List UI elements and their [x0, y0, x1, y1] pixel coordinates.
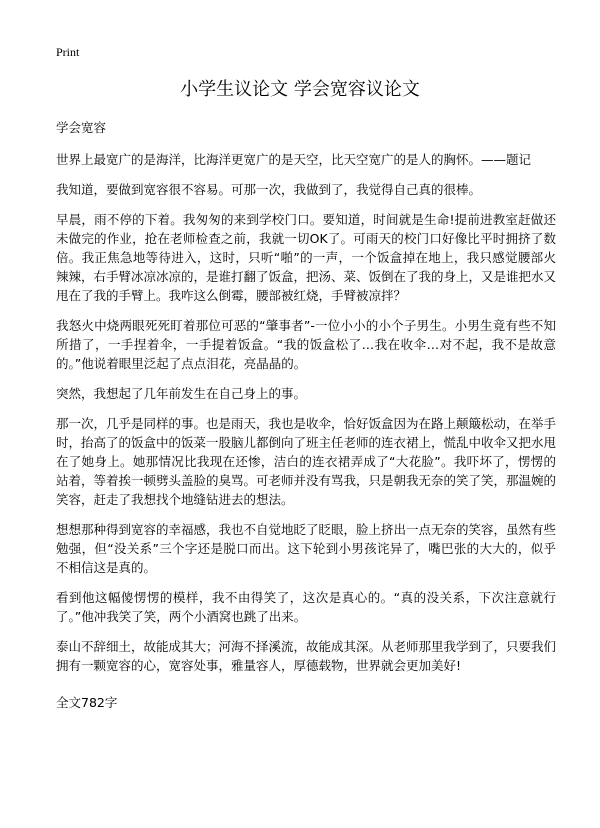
- paragraph-5: 突然，我想起了几年前发生在自己身上的事。: [56, 386, 307, 401]
- paragraph-8: 看到他这幅傻愣愣的模样，我不由得笑了，这次是真心的。“真的没关系，下次注意就行了。”他冲我笑了笑，两个小酒窝也跳了出来。: [56, 590, 556, 624]
- paragraph-9: 泰山不辞细土，故能成其大；河海不择溪流，故能成其深。从老师那里我学到了，只要我们拥有一颗宽容的心，宽容处事，雅量容人，厚德载物，世界就会更加美好!: [56, 639, 557, 673]
- paragraph-epigraph: 世界上最宽广的是海洋，比海洋更宽广的是天空，比天空宽广的是人的胸怀。——题记: [56, 152, 532, 167]
- word-count: 全文782字: [56, 695, 118, 710]
- paragraph-6: 那一次，几乎是同样的事。也是雨天，我也是收伞，恰好饭盒因为在路上颠簸松动，在举手时，抬高了的饭盒中的饭菜一股脑儿都倒向了班主任老师的连衣裙上，慌乱中收伞又把水甩在了她身上。她那情况比我现在还惨，洁白的连衣裙弄成了“大花脸”。我吓坏了，愣愣的站着，等着挨一顿劈头盖脸的臭骂。可老师并没有骂我，只是朝我无奈的笑了笑，那温婉的笑容，赶走了我想找个地缝钻进去的想法。: [56, 416, 557, 507]
- print-label: Print: [56, 45, 80, 59]
- document-title: 小学生议论文 学会宽容议论文: [180, 79, 420, 100]
- paragraph-2: 我知道，要做到宽容很不容易。可那一次，我做到了，我觉得自己真的很棒。: [56, 182, 482, 197]
- paragraph-4: 我怒火中烧两眼死死盯着那位可恶的“肇事者”-一位小小的小个子男生。小男生竟有些不知所措了，一手捏着伞，一手提着饭盒。“我的饭盒松了…我在收伞…对不起，我不是故意的。”他说着眼里泛起了点点泪花，亮晶晶的。: [56, 318, 556, 371]
- article-subtitle: 学会宽容: [56, 120, 107, 135]
- paragraph-7: 想想那种得到宽容的幸福感，我也不自觉地眨了眨眼，脸上挤出一点无奈的笑容，虽然有些勉强，但“没关系”三个字还是脱口而出。这下轮到小男孩诧异了，嘴巴张的大大的，似乎不相信这是真的。: [56, 522, 557, 575]
- article-body: [56, 118, 556, 723]
- paragraph-3: 早晨，雨不停的下着。我匆匆的来到学校门口。要知道，时间就是生命!提前进教室赶做还未做完的作业，抢在老师检查之前，我就一切OK了。可雨天的校门口好像比平时拥挤了数倍。我正焦急地等待进入，这时，只听“啪”的一声，一个饭盒掉在地上，我只感觉腰部火辣辣，右手臂冰凉冰凉的，是谁打翻了饭盒，把汤、菜、饭倒在了我的身上，又是谁把水又甩在了我的手臂上。我咋这么倒霉，腰部被红烧，手臂被凉拌？: [56, 212, 557, 303]
